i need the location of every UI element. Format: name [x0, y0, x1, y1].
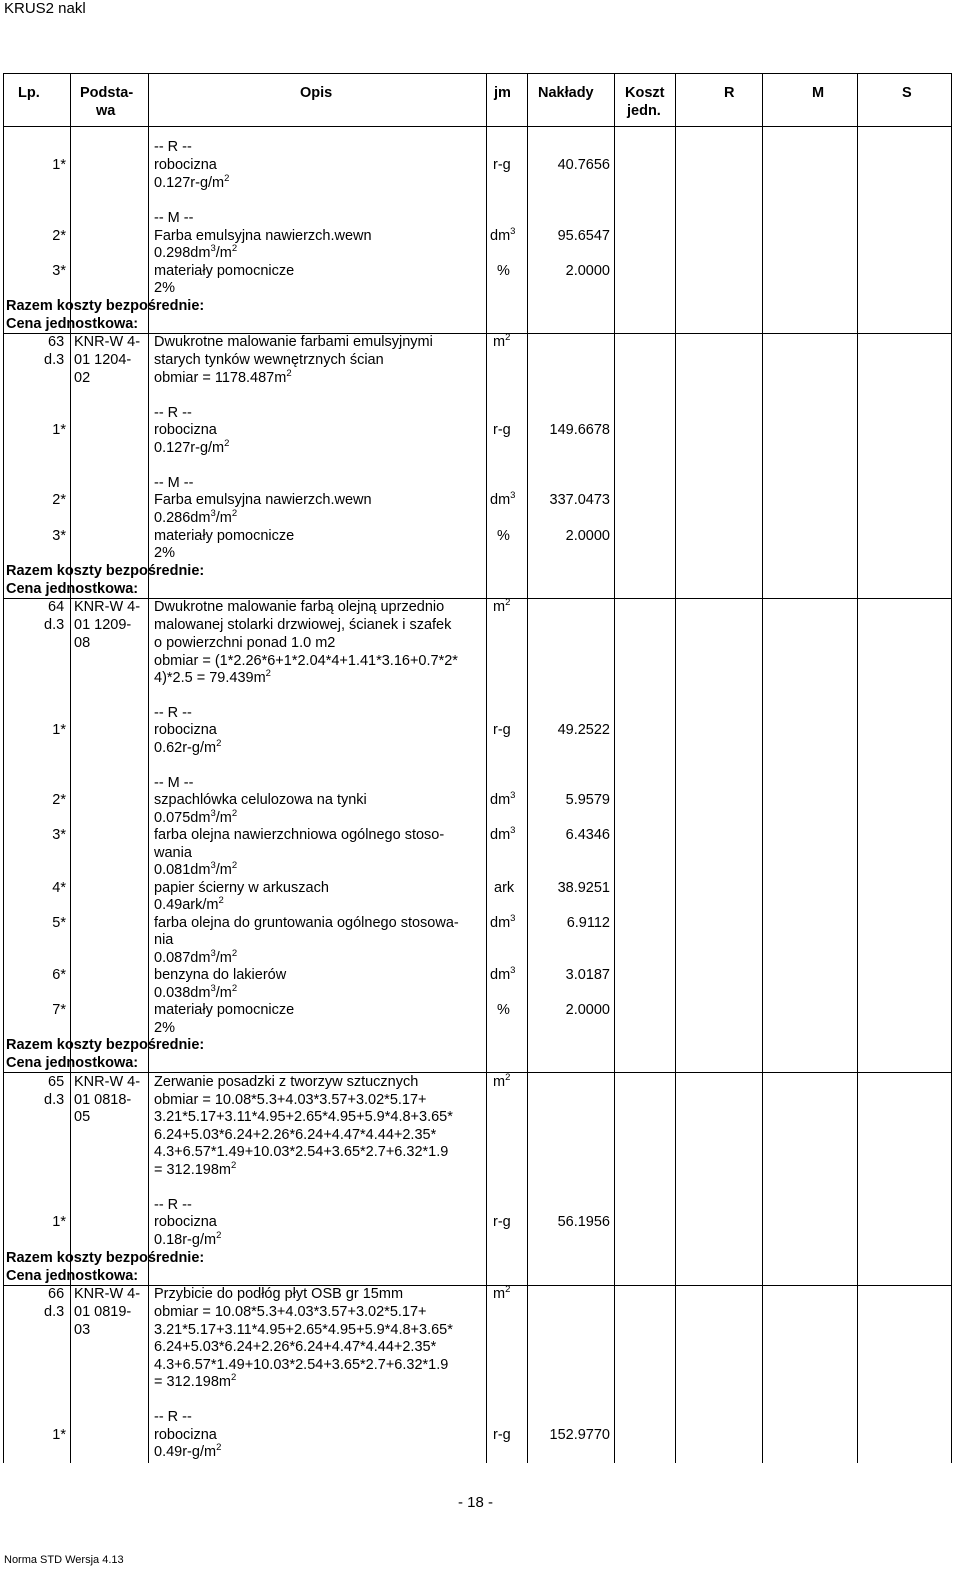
position-desc-2: obmiar = 10.08*5.3+4.03*3.57+3.02*5.17+ [154, 1092, 427, 1108]
table-border-left [3, 73, 4, 1463]
position-jm: $m^2$ [493, 332, 511, 350]
header-koszt-2: jedn. [627, 103, 661, 119]
row-jm: r-g [493, 1427, 511, 1443]
row-norm: $0.49ark/m^2$ [154, 895, 224, 913]
position-jm: $m^2$ [493, 1072, 511, 1090]
m-marker: -- M -- [154, 210, 194, 226]
position-desc-1: Zerwanie posadzki z tworzyw sztucznych [154, 1074, 419, 1090]
row-norm: $0.18r-g/m^2$ [154, 1230, 222, 1248]
row-jm: $dm^3$ [490, 913, 516, 931]
row-opis: materiały pomocnicze [154, 528, 295, 544]
header-jm: jm [494, 85, 511, 101]
position-basis-3: 05 [74, 1109, 91, 1125]
position-desc-4: 6.24+5.03*6.24+2.26*6.24+4.47*4.44+2.35* [154, 1127, 437, 1143]
position-jm: $m^2$ [493, 1284, 511, 1302]
row-norm: $0.087dm^3/m^2$ [154, 948, 238, 966]
row-naklad: 38.9251 [557, 880, 610, 896]
row-jm: $dm^3$ [490, 490, 516, 508]
row-lp: 2* [52, 492, 66, 508]
row-naklad: 337.0473 [549, 492, 610, 508]
position-d: d.3 [44, 1304, 65, 1320]
row-lp: 7* [52, 1002, 66, 1018]
header-s: S [902, 85, 912, 101]
row-lp: 4* [52, 880, 66, 896]
row-naklad: 152.9770 [549, 1427, 610, 1443]
row-lp: 5* [52, 915, 66, 931]
position-desc-6: = $312.198m^2$ [154, 1160, 237, 1178]
position-d: d.3 [44, 352, 65, 368]
norm-text: 0.18r-g/m [154, 1232, 217, 1248]
row-jm: % [497, 528, 510, 544]
row-jm: % [497, 1002, 510, 1018]
header-m: M [812, 85, 825, 101]
m-marker: -- M -- [154, 775, 194, 791]
row-naklad: 2.0000 [565, 1002, 610, 1018]
position-desc-5: $4)*2.5 = 79.439m^2$ [154, 668, 271, 686]
position-desc-3: o powierzchni ponad 1.0 m2 [154, 635, 336, 651]
position-basis-3: 03 [74, 1322, 91, 1338]
row-jm: r-g [493, 422, 511, 438]
row-norm: 2% [154, 280, 175, 296]
row-lp: 1* [52, 722, 66, 738]
row-lp: 3* [52, 827, 66, 843]
row-naklad: 5.9579 [565, 792, 610, 808]
col-line-naklady [614, 73, 615, 1463]
jm-text: dm [490, 967, 511, 983]
position-desc-1: Dwukrotne malowanie farbami emulsyjnymi [154, 334, 433, 350]
row-norm: $0.075dm^3/m^2$ [154, 808, 238, 826]
row-opis: farba olejna nawierzchniowa ogólnego stoso- [154, 827, 445, 843]
row-jm: % [497, 263, 510, 279]
row-naklad: 2.0000 [565, 528, 610, 544]
position-jm: $m^2$ [493, 597, 511, 615]
cena-label: Cena jednostkowa: [6, 1268, 139, 1284]
m-marker: -- M -- [154, 475, 194, 491]
row-opis-cont: nia [154, 932, 174, 948]
desc-text: 4)*2.5 = 79.439m [154, 670, 266, 686]
desc-text: = 312.198m [154, 1374, 231, 1390]
window-title: KRUS2 nakl [4, 0, 86, 17]
row-naklad: 49.2522 [557, 722, 610, 738]
header-r: R [724, 85, 735, 101]
row-naklad: 40.7656 [557, 157, 610, 173]
row-naklad: 56.1956 [557, 1214, 610, 1230]
position-number: 66 [48, 1286, 65, 1302]
row-norm: $0.127r-g/m^2$ [154, 438, 230, 456]
position-basis-3: 02 [74, 370, 91, 386]
norm-text: 0.127r-g/m [154, 440, 225, 456]
row-norm: 2% [154, 1020, 175, 1036]
position-desc-5: 4.3+6.57*1.49+10.03*2.54+3.65*2.7+6.32*1.9 [154, 1144, 449, 1160]
r-marker: -- R -- [154, 1409, 192, 1425]
row-opis: robocizna [154, 722, 217, 738]
r-marker: -- R -- [154, 139, 192, 155]
row-jm: r-g [493, 722, 511, 738]
position-desc-3: 3.21*5.17+3.11*4.95+2.65*4.95+5.9*4.8+3.65* [154, 1109, 453, 1125]
position-basis-2: 01 0819- [74, 1304, 132, 1320]
desc-text: = 312.198m [154, 1162, 231, 1178]
row-lp: 2* [52, 228, 66, 244]
row-norm: $0.038dm^3/m^2$ [154, 983, 238, 1001]
row-lp: 3* [52, 263, 66, 279]
position-basis-1: KNR-W 4- [74, 1286, 141, 1302]
position-basis-2: 01 0818- [74, 1092, 132, 1108]
position-desc-3: obmiar = $1178.487m^2$ [154, 368, 292, 386]
position-separator [3, 333, 952, 334]
row-norm: $0.081dm^3/m^2$ [154, 860, 238, 878]
row-lp: 6* [52, 967, 66, 983]
row-opis: materiały pomocnicze [154, 263, 295, 279]
norm-text: 0.286dm [154, 510, 211, 526]
norm-text: 0.075dm [154, 810, 211, 826]
jm-text: dm [490, 915, 511, 931]
footer-version: Norma STD Wersja 4.13 [4, 1554, 124, 1566]
norm-text: 0.49r-g/m [154, 1444, 217, 1460]
position-basis-1: KNR-W 4- [74, 334, 141, 350]
position-d: d.3 [44, 1092, 65, 1108]
position-separator [3, 1072, 952, 1073]
razem-label: Razem koszty bezpośrednie: [6, 298, 205, 314]
razem-label: Razem koszty bezpośrednie: [6, 1250, 205, 1266]
position-desc-1: Dwukrotne malowanie farbą olejną uprzednio [154, 599, 445, 615]
cena-label: Cena jednostkowa: [6, 581, 139, 597]
header-naklady: Nakłady [538, 85, 594, 101]
col-line-koszt [675, 73, 676, 1463]
row-opis: robocizna [154, 422, 217, 438]
norm-text: 0.298dm [154, 245, 211, 261]
row-norm: $0.49r-g/m^2$ [154, 1442, 222, 1460]
row-jm: r-g [493, 1214, 511, 1230]
row-lp: 1* [52, 1427, 66, 1443]
header-podstawa-1: Podsta- [80, 85, 134, 101]
row-lp: 1* [52, 157, 66, 173]
position-desc-4: obmiar = (1*2.26*6+1*2.04*4+1.41*3.16+0.7*2* [154, 653, 458, 669]
jm-text: dm [490, 492, 511, 508]
row-lp: 1* [52, 1214, 66, 1230]
row-naklad: 95.6547 [557, 228, 610, 244]
row-jm: $dm^3$ [490, 790, 516, 808]
cena-label: Cena jednostkowa: [6, 1055, 139, 1071]
row-opis: robocizna [154, 1214, 217, 1230]
jm-text: m [493, 599, 506, 615]
row-jm: $dm^3$ [490, 825, 516, 843]
row-opis: materiały pomocnicze [154, 1002, 295, 1018]
col-line-r [762, 73, 763, 1463]
position-desc-2: malowanej stolarki drzwiowej, ścianek i szafek [154, 617, 452, 633]
position-basis-2: 01 1209- [74, 617, 132, 633]
row-opis: szpachlówka celulozowa na tynki [154, 792, 367, 808]
norm-text: 0.127r-g/m [154, 175, 225, 191]
header-lp: Lp. [18, 85, 40, 101]
row-jm: $dm^3$ [490, 965, 516, 983]
position-desc-4: 6.24+5.03*6.24+2.26*6.24+4.47*4.44+2.35* [154, 1339, 437, 1355]
table-border-top [3, 73, 952, 74]
position-separator [3, 598, 952, 599]
position-desc-3: 3.21*5.17+3.11*4.95+2.65*4.95+5.9*4.8+3.65* [154, 1322, 453, 1338]
jm-text: m [493, 334, 506, 350]
col-line-jm [527, 73, 528, 1463]
jm-text: dm [490, 792, 511, 808]
row-opis: Farba emulsyjna nawierzch.wewn [154, 492, 372, 508]
page-number: - 18 - [458, 1494, 494, 1511]
norm-text: 0.038dm [154, 985, 211, 1001]
row-naklad: 149.6678 [549, 422, 610, 438]
row-jm: ark [494, 880, 515, 896]
norm-text: 0.081dm [154, 862, 211, 878]
position-basis-1: KNR-W 4- [74, 599, 141, 615]
r-marker: -- R -- [154, 705, 192, 721]
position-desc-1: Przybicie do podłóg płyt OSB gr 15mm [154, 1286, 404, 1302]
row-norm: $0.286dm^3/m^2$ [154, 508, 238, 526]
row-naklad: 2.0000 [565, 263, 610, 279]
cena-label: Cena jednostkowa: [6, 316, 139, 332]
header-koszt-1: Koszt [625, 85, 665, 101]
table-border-right [951, 73, 952, 1463]
razem-label: Razem koszty bezpośrednie: [6, 1037, 205, 1053]
norm-text: 0.62r-g/m [154, 740, 217, 756]
row-lp: 3* [52, 528, 66, 544]
position-basis-1: KNR-W 4- [74, 1074, 141, 1090]
position-d: d.3 [44, 617, 65, 633]
row-opis: papier ścierny w arkuszach [154, 880, 329, 896]
r-marker: -- R -- [154, 1197, 192, 1213]
row-lp: 2* [52, 792, 66, 808]
position-desc-2: starych tynków wewnętrznych ścian [154, 352, 384, 368]
header-separator [3, 126, 952, 127]
row-lp: 1* [52, 422, 66, 438]
row-opis: benzyna do lakierów [154, 967, 287, 983]
row-jm: r-g [493, 157, 511, 173]
row-opis: Farba emulsyjna nawierzch.wewn [154, 228, 372, 244]
r-marker: -- R -- [154, 405, 192, 421]
row-opis: farba olejna do gruntowania ogólnego stosowa- [154, 915, 459, 931]
jm-text: m [493, 1286, 506, 1302]
jm-text: dm [490, 228, 511, 244]
norm-text: 0.087dm [154, 950, 211, 966]
position-separator [3, 1285, 952, 1286]
row-naklad: 6.4346 [565, 827, 610, 843]
position-desc-5: 4.3+6.57*1.49+10.03*2.54+3.65*2.7+6.32*1.9 [154, 1357, 449, 1373]
row-opis: robocizna [154, 157, 217, 173]
row-opis-cont: wania [154, 845, 192, 861]
row-opis: robocizna [154, 1427, 217, 1443]
row-norm: 2% [154, 545, 175, 561]
position-number: 65 [48, 1074, 65, 1090]
position-desc-2: obmiar = 10.08*5.3+4.03*3.57+3.02*5.17+ [154, 1304, 427, 1320]
jm-text: m [493, 1074, 506, 1090]
row-norm: $0.298dm^3/m^2$ [154, 243, 238, 261]
jm-text: dm [490, 827, 511, 843]
row-jm: $dm^3$ [490, 226, 516, 244]
col-line-m [857, 73, 858, 1463]
header-opis: Opis [300, 85, 333, 101]
position-number: 64 [48, 599, 65, 615]
position-number: 63 [48, 334, 65, 350]
desc-text: obmiar = 1178.487m [154, 370, 287, 386]
col-line-opis [486, 73, 487, 1463]
position-basis-2: 01 1204- [74, 352, 132, 368]
row-norm: $0.127r-g/m^2$ [154, 173, 230, 191]
position-desc-6: = $312.198m^2$ [154, 1372, 237, 1390]
row-naklad: 3.0187 [565, 967, 610, 983]
position-basis-3: 08 [74, 635, 91, 651]
norm-text: 0.49ark/m [154, 897, 219, 913]
row-naklad: 6.9112 [566, 915, 610, 931]
razem-label: Razem koszty bezpośrednie: [6, 563, 205, 579]
header-podstawa-2: wa [96, 103, 116, 119]
row-norm: $0.62r-g/m^2$ [154, 738, 222, 756]
